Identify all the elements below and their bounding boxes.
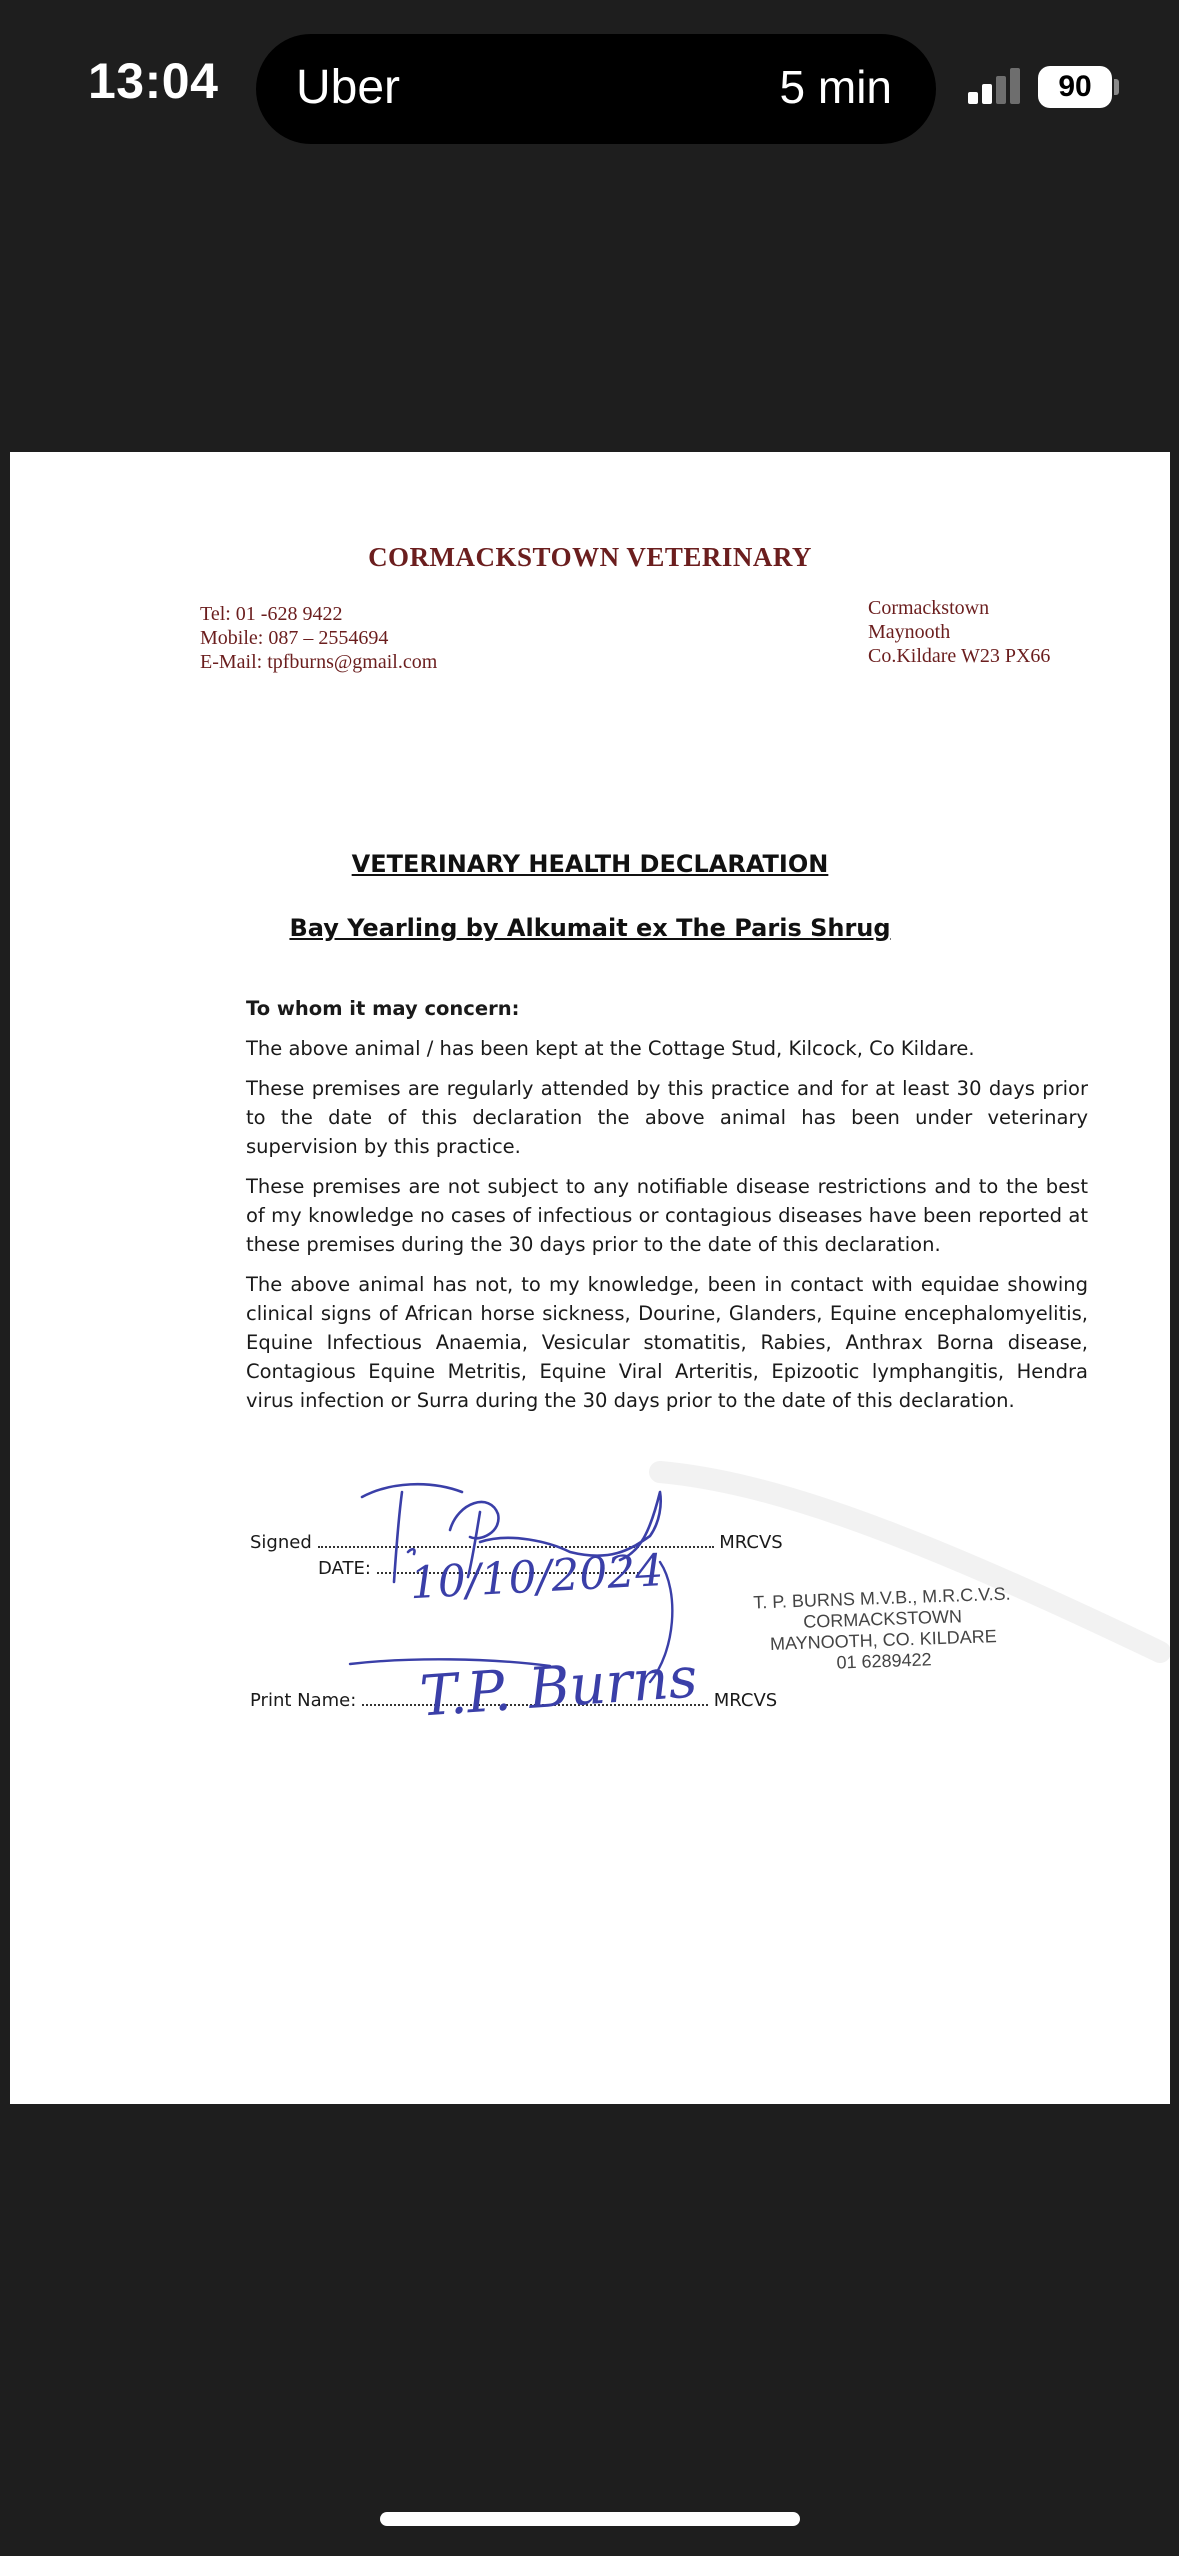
mrcvs-suffix: MRCVS [719, 1532, 783, 1553]
handwritten-print-name: T.P. Burns [417, 1645, 700, 1730]
declaration-body [246, 994, 1088, 1426]
stamp-line: MAYNOOTH, CO. KILDARE [769, 1626, 997, 1654]
horse-description: Bay Yearling by Alkumait ex The Paris Shrug [289, 914, 891, 942]
paragraph: These premises are regularly attended by this practice and for at least 30 days prior to the date of this declaration the above animal has been under veterinary supervision by this practice. [246, 1077, 1088, 1158]
paragraph: The above animal has not, to my knowledge, been in contact with equidae showing clinical signs of African horse sickness, Dourine, Glanders, Equine encephalomyelitis, Equine Infectious Anaemia, Vesicular stomatitis, Rabies, Anthrax Borna disease, Contagious Equine Metritis, Equine Viral Arteritis, Epizootic lymphangitis, Hendra virus infection or Surra during the 30 days prior to the date of this declaration. [246, 1273, 1088, 1412]
paragraph: The above animal / has been kept at the Cottage Stud, Kilcock, Co Kildare. [246, 1037, 975, 1060]
live-activity-app: Uber [296, 61, 401, 114]
dotted-line [377, 1558, 639, 1574]
dotted-line [318, 1532, 714, 1548]
status-time: 13:04 [88, 53, 219, 109]
signed-label: Signed [250, 1532, 312, 1553]
clinic-name: CORMACKSTOWN VETERINARY [368, 542, 812, 572]
signed-line [250, 1532, 783, 1553]
print-name-label: Print Name: [250, 1690, 357, 1711]
battery-icon: 90 [1038, 66, 1112, 108]
mobile-number: Mobile: 087 – 2554694 [200, 627, 389, 649]
mrcvs-suffix: MRCVS [713, 1690, 778, 1711]
email-address: E-Mail: tpfburns@gmail.com [200, 651, 438, 673]
date-label: DATE: [318, 1558, 371, 1579]
handwritten-date: 10/10/2024 [408, 1545, 665, 1610]
practice-stamp [737, 1583, 1030, 1677]
print-name-line [250, 1690, 777, 1711]
salutation: To whom it may concern: [246, 997, 520, 1020]
address-line: Co.Kildare W23 PX66 [868, 645, 1051, 667]
stamp-line: T. P. BURNS M.V.B., M.R.C.V.S. [752, 1583, 1011, 1613]
ink-stroke [650, 1562, 672, 1682]
dynamic-island[interactable] [256, 34, 936, 144]
dotted-line [362, 1690, 708, 1706]
address-line: Cormackstown [868, 597, 990, 619]
paragraph: These premises are not subject to any notifiable disease restrictions and to the best of my knowledge no cases of infectious or contagious diseases have been reported at these premises during the 30 days prior to the date of this declaration. [246, 1175, 1088, 1256]
phone-number: Tel: 01 -628 9422 [200, 603, 343, 625]
document-page[interactable] [10, 452, 1170, 2104]
contact-details [200, 602, 437, 674]
home-indicator[interactable] [380, 2512, 800, 2526]
declaration-title: VETERINARY HEALTH DECLARATION [351, 850, 829, 878]
cellular-signal-icon [968, 68, 1024, 104]
postal-address [868, 596, 1050, 668]
battery-tip [1114, 79, 1119, 95]
ink-stroke [350, 1659, 550, 1666]
date-line [318, 1558, 639, 1579]
stamp-line: 01 6289422 [836, 1649, 932, 1673]
live-activity-eta: 5 min [779, 61, 892, 113]
address-line: Maynooth [868, 621, 951, 643]
stamp-line: CORMACKSTOWN [802, 1606, 963, 1632]
